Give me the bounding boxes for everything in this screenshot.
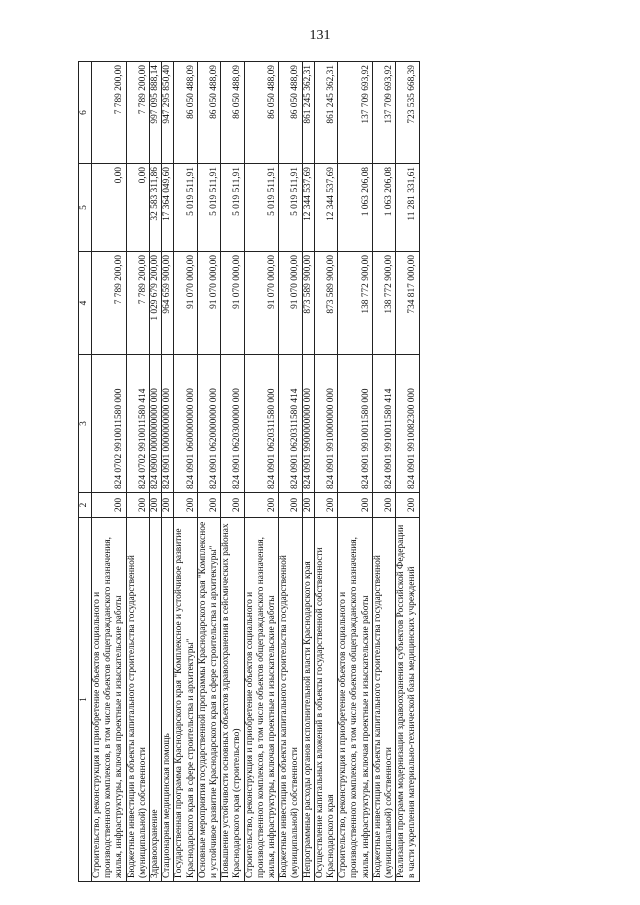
row-value-col5-cell: 5 019 511,91: [174, 164, 197, 252]
row-kbk-cell: 824 0901 9910011580 000: [338, 355, 373, 493]
row-value-col6-cell: 137 709 693,92: [372, 62, 395, 164]
column-header: 3: [79, 355, 92, 493]
row-value-col5-cell: 32 583 311,86: [150, 164, 162, 252]
row-value-col5-cell: 1 063 206,08: [338, 164, 373, 252]
rotated-table-frame: [78, 62, 613, 882]
row-code-cell: 200: [338, 493, 373, 518]
row-value-col5-cell: 11 281 331,61: [396, 164, 419, 252]
row-code-cell: 200: [150, 493, 162, 518]
row-name-cell: Строительство, реконструкция и приобретение объектов социального и производственного комплексов, в том числе объектов общегражданского назначения, жилья, инфраструктуры, включая проектные и изыскательские работы: [244, 518, 279, 882]
row-value-col4-cell: 7 789 200,00: [92, 252, 127, 355]
row-kbk-cell: 824 0901 9910082300 000: [396, 355, 419, 493]
row-name-cell: Строительство, реконструкция и приобретение объектов социального и производственного комплексов, в том числе объектов общегражданского назначения, жилья, инфраструктуры, включая проектные и изыскательские работы: [338, 518, 373, 882]
row-value-col5-cell: 5 019 511,91: [244, 164, 279, 252]
row-code-cell: 200: [221, 493, 244, 518]
row-name-cell: Осуществление капитальных вложений в объекты государственной собственности Краснодарского края: [314, 518, 337, 882]
row-value-col4-cell: 91 070 000,00: [279, 252, 302, 355]
row-value-col6-cell: 861 245 362,31: [302, 62, 314, 164]
row-code-cell: 200: [372, 493, 395, 518]
table-row: [244, 62, 279, 882]
table-row: [302, 62, 314, 882]
row-value-col6-cell: 86 050 488,09: [244, 62, 279, 164]
row-value-col5-cell: 12 344 537,69: [314, 164, 337, 252]
row-kbk-cell: 824 0901 9910000000 000: [314, 355, 337, 493]
row-value-col6-cell: 7 789 200,00: [92, 62, 127, 164]
row-value-col4-cell: 734 817 000,00: [396, 252, 419, 355]
row-name-cell: Повышение устойчивости основных объектов здравоохранения в сейсмических районах Краснодарского края (строительство): [221, 518, 244, 882]
row-value-col4-cell: 91 070 000,00: [197, 252, 220, 355]
row-value-col6-cell: 723 535 668,39: [396, 62, 419, 164]
row-value-col6-cell: 947 295 850,40: [162, 62, 174, 164]
row-value-col5-cell: 5 019 511,91: [197, 164, 220, 252]
row-value-col4-cell: 138 772 900,00: [372, 252, 395, 355]
table-row: [92, 62, 127, 882]
row-name-cell: Бюджетные инвестиции в объекты капитального строительства государственной (муниципальной) собственности: [126, 518, 149, 882]
row-value-col5-cell: 0,00: [92, 164, 127, 252]
row-name-cell: Непрограммные расходы органов исполнительной власти Краснодарского края: [302, 518, 314, 882]
column-header: 5: [79, 164, 92, 252]
row-name-cell: Реализация программ модернизации здравоохранения субъектов Российской Федерации в части укрепления материально-технической базы медицинских учреждений: [396, 518, 419, 882]
row-code-cell: 200: [244, 493, 279, 518]
table-row: [372, 62, 395, 882]
row-value-col4-cell: 91 070 000,00: [174, 252, 197, 355]
row-value-col6-cell: 7 789 200,00: [126, 62, 149, 164]
table-header-row: [79, 62, 92, 882]
table-row: [338, 62, 373, 882]
row-value-col5-cell: 1 063 206,08: [372, 164, 395, 252]
row-kbk-cell: 824 0901 0620300000 000: [221, 355, 244, 493]
column-header: 6: [79, 62, 92, 164]
row-value-col4-cell: 91 070 000,00: [244, 252, 279, 355]
row-code-cell: 200: [279, 493, 302, 518]
row-value-col6-cell: 137 709 693,92: [338, 62, 373, 164]
row-value-col5-cell: 0,00: [126, 164, 149, 252]
row-kbk-cell: 824 0901 9910011580 414: [372, 355, 395, 493]
row-kbk-cell: 824 0901 0620311580 000: [244, 355, 279, 493]
row-code-cell: 200: [302, 493, 314, 518]
budget-table: [78, 61, 420, 882]
table-row: [162, 62, 174, 882]
row-value-col5-cell: 12 344 537,69: [302, 164, 314, 252]
row-name-cell: Бюджетные инвестиции в объекты капитального строительства государственной (муниципальной) собственности: [372, 518, 395, 882]
row-code-cell: 200: [162, 493, 174, 518]
row-kbk-cell: 824 0900 0000000000 000: [150, 355, 162, 493]
row-code-cell: 200: [396, 493, 419, 518]
column-header: 4: [79, 252, 92, 355]
table-row: [126, 62, 149, 882]
row-value-col5-cell: 5 019 511,91: [221, 164, 244, 252]
row-name-cell: Строительство, реконструкция и приобретение объектов социального и производственного комплексов, в том числе объектов общегражданского назначения, жилья, инфраструктуры, включая проектные и изыскательские работы: [92, 518, 127, 882]
row-code-cell: 200: [92, 493, 127, 518]
row-code-cell: 200: [126, 493, 149, 518]
table-row: [396, 62, 419, 882]
row-value-col4-cell: 91 070 000,00: [221, 252, 244, 355]
row-value-col6-cell: 861 245 362,31: [314, 62, 337, 164]
row-name-cell: Государственная программа Краснодарского края "Комплексное и устойчивое развитие Краснодарского края в сфере строительства и архитектуры": [174, 518, 197, 882]
row-kbk-cell: 824 0901 0620000000 000: [197, 355, 220, 493]
column-header: 1: [79, 518, 92, 882]
row-value-col6-cell: 86 050 488,09: [197, 62, 220, 164]
table-row: [279, 62, 302, 882]
row-name-cell: Основные мероприятия государственной программы Краснодарского края "Комплексное и устойчивое развитие Краснодарского края в сфере строительства и архитектуры": [197, 518, 220, 882]
row-name-cell: Здравоохранение: [150, 518, 162, 882]
row-value-col4-cell: 7 789 200,00: [126, 252, 149, 355]
row-value-col6-cell: 86 050 488,09: [174, 62, 197, 164]
table-row: [150, 62, 162, 882]
row-name-cell: Бюджетные инвестиции в объекты капитального строительства государственной (муниципальной) собственности: [279, 518, 302, 882]
row-kbk-cell: 824 0702 9910011580 000: [92, 355, 127, 493]
row-code-cell: 200: [314, 493, 337, 518]
row-value-col4-cell: 873 589 900,00: [302, 252, 314, 355]
row-name-cell: Стационарная медицинская помощь: [162, 518, 174, 882]
row-value-col4-cell: 873 589 900,00: [314, 252, 337, 355]
row-kbk-cell: 824 0901 9900000000 000: [302, 355, 314, 493]
row-value-col6-cell: 997 095 888,14: [150, 62, 162, 164]
row-kbk-cell: 824 0901 0000000000 000: [162, 355, 174, 493]
table-row: [174, 62, 197, 882]
row-value-col5-cell: 17 364 049,60: [162, 164, 174, 252]
row-code-cell: 200: [197, 493, 220, 518]
column-header: 2: [79, 493, 92, 518]
row-value-col4-cell: 964 659 900,00: [162, 252, 174, 355]
row-value-col4-cell: 138 772 900,00: [338, 252, 373, 355]
row-value-col4-cell: 1 029 679 200,00: [150, 252, 162, 355]
page-number: 131: [309, 28, 331, 43]
row-value-col6-cell: 86 050 488,09: [221, 62, 244, 164]
row-value-col5-cell: 5 019 511,91: [279, 164, 302, 252]
table-row: [197, 62, 220, 882]
row-kbk-cell: 824 0901 0600000000 000: [174, 355, 197, 493]
table-row: [221, 62, 244, 882]
row-value-col6-cell: 86 050 488,09: [279, 62, 302, 164]
row-code-cell: 200: [174, 493, 197, 518]
table-row: [314, 62, 337, 882]
row-kbk-cell: 824 0702 9910011580 414: [126, 355, 149, 493]
row-kbk-cell: 824 0901 0620311580 414: [279, 355, 302, 493]
